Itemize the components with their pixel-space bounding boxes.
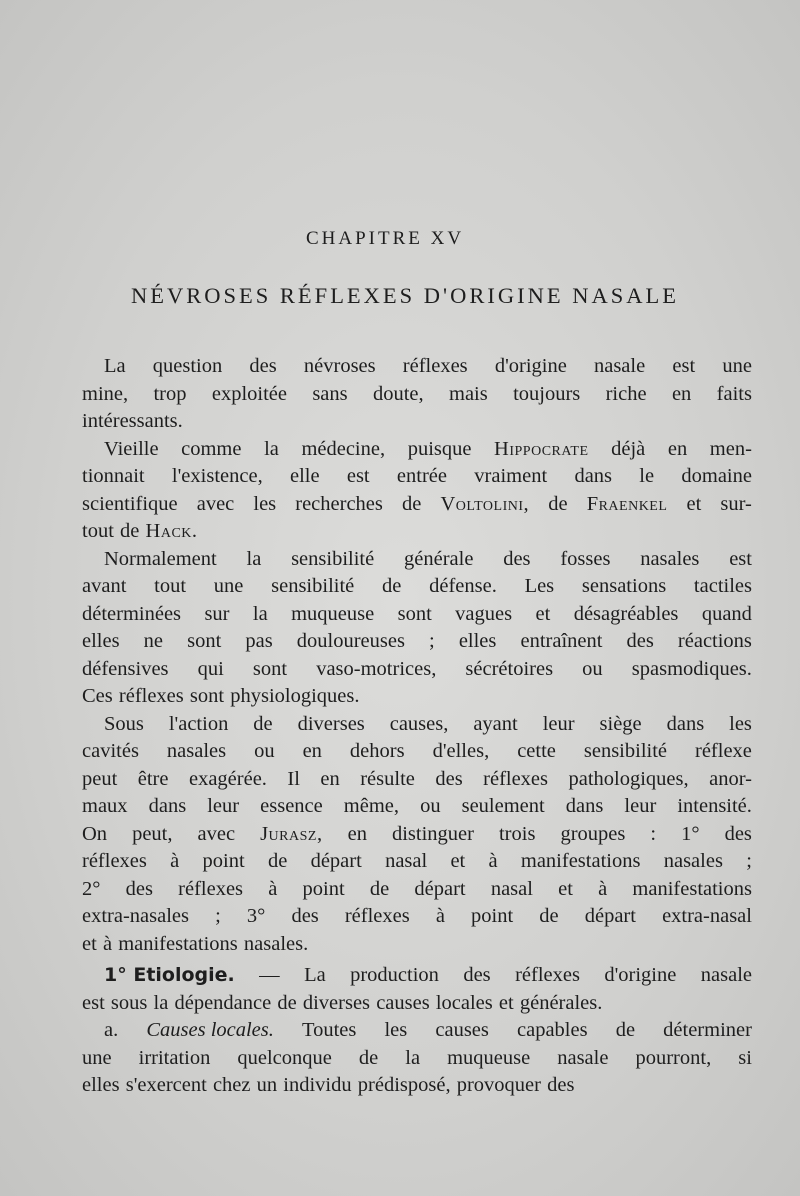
text-line: tout de Hack. [82, 520, 198, 542]
text-line: mine, trop exploitée sans doute, mais toujours riche en faits [82, 382, 752, 405]
chapter-label: CHAPITRE XV [305, 228, 465, 249]
text-line: est sous la dépendance de diverses causes locales et générales. [82, 991, 603, 1014]
text-line: déterminées sur la muqueuse sont vagues et désagréables quand [82, 602, 752, 625]
text-line: tionnait l'existence, elle est entrée vraiment dans le domaine [82, 465, 752, 487]
text-line: Ces réflexes sont physiologiques. [82, 685, 360, 707]
text-line: elles ne sont pas douloureuses ; elles entraînent des réactions [82, 630, 752, 652]
text-line: 2° des réflexes à point de départ nasal et à manifestations [82, 877, 752, 900]
text-line: Normalement la sensibilité générale des fosses nasales est [104, 547, 752, 570]
text-line: peut être exagérée. Il en résulte des réflexes pathologiques, anor- [82, 767, 752, 790]
text-line: Vieille comme la médecine, puisque Hippocrate déjà en men- [104, 437, 752, 460]
text-line: 1° Etiologie. — La production des réflexes d'origine nasale [104, 964, 752, 986]
text-line: et à manifestations nasales. [82, 932, 309, 955]
text-line: maux dans leur essence même, ou seulement dans leur intensité. [82, 795, 752, 817]
chapter-title: NÉVROSES RÉFLEXES D'ORIGINE NASALE [131, 283, 679, 308]
text-line: réflexes à point de départ nasal et à manifestations nasales ; [82, 850, 752, 872]
text-line: cavités nasales ou en dehors d'elles, cette sensibilité réflexe [82, 740, 752, 762]
text-line: défensives qui sont vaso-motrices, sécrétoires ou spasmodiques. [82, 657, 752, 680]
body-text [82, 353, 752, 958]
etiologie-section [82, 962, 752, 1100]
text-line: intéressants. [82, 410, 183, 432]
text-line: On peut, avec Jurasz, en distinguer trois groupes : 1° des [82, 822, 752, 845]
text-line: a. Causes locales. Toutes les causes capables de déterminer [104, 1019, 752, 1041]
text-line: avant tout une sensibilité de défense. Les sensations tactiles [82, 575, 752, 597]
text-line: La question des névroses réflexes d'origine nasale est une [104, 355, 752, 377]
text-line: Sous l'action de diverses causes, ayant leur siège dans les [104, 712, 752, 735]
text-line: scientifique avec les recherches de Voltolini, de Fraenkel et sur- [82, 492, 752, 515]
text-line: extra-nasales ; 3° des réflexes à point de départ extra-nasal [82, 905, 752, 927]
text-line: elles s'exercent chez un individu prédisposé, provoquer des [82, 1074, 575, 1096]
text-line: une irritation quelconque de la muqueuse nasale pourront, si [82, 1046, 752, 1069]
